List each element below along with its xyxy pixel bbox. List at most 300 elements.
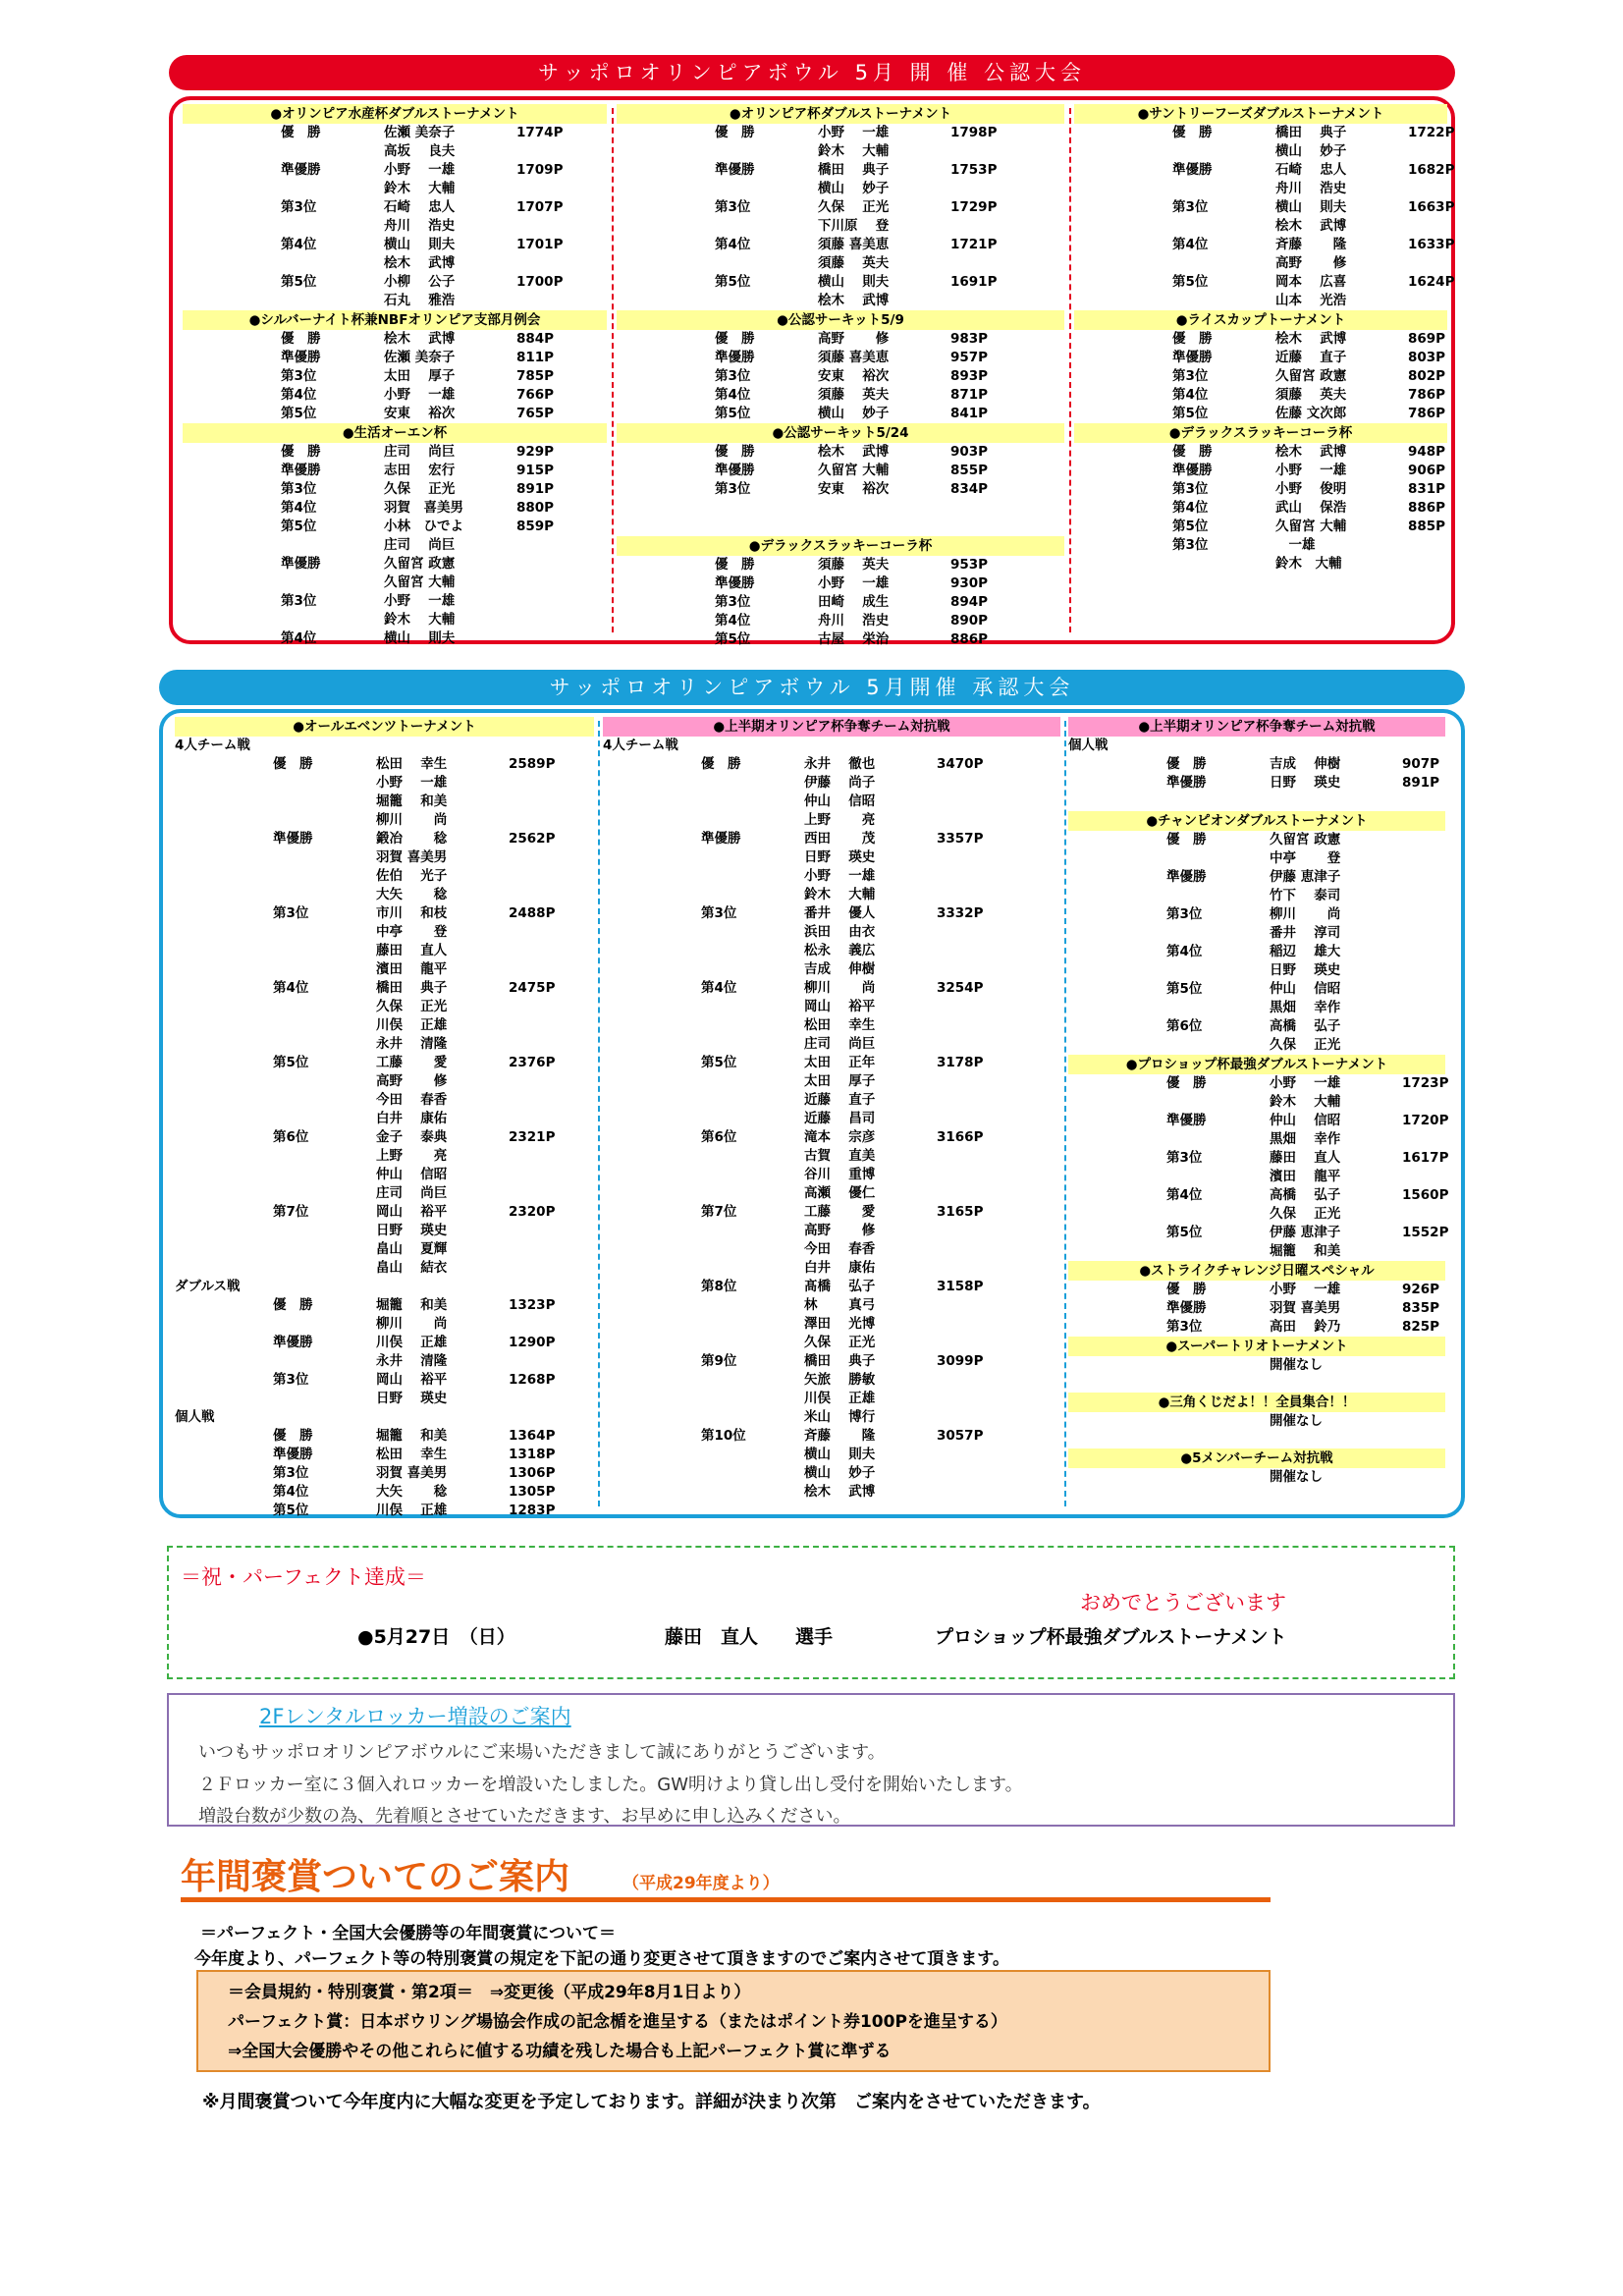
- result-row: [603, 1427, 1060, 1446]
- rank-cell: 準優勝: [273, 1335, 313, 1350]
- category-label: 個人戦: [1068, 738, 1109, 753]
- score-cell: 1774P: [516, 125, 564, 140]
- score-cell: 1364P: [509, 1428, 556, 1444]
- tournament-title: ●5メンバーチーム対抗戦: [1068, 1449, 1445, 1468]
- result-row: [603, 1315, 1060, 1334]
- score-cell: 1691P: [950, 274, 998, 290]
- result-row: [617, 612, 1064, 630]
- rank-cell: 第6位: [701, 1129, 737, 1145]
- name-cell: 川俣 正雄: [376, 1017, 448, 1033]
- result-row: [1068, 831, 1445, 849]
- name-cell: 羽賀 喜美男: [376, 1465, 448, 1481]
- rank-cell: 優 勝: [1172, 444, 1213, 460]
- score-cell: 3057P: [937, 1428, 984, 1444]
- result-row: [617, 630, 1064, 649]
- result-row: [603, 1278, 1060, 1296]
- tournament-title: ●生活オーエン杯: [183, 423, 607, 443]
- result-row: [1068, 999, 1445, 1017]
- name-cell: 安東 裕次: [818, 481, 890, 497]
- name-cell: 高野 修: [804, 1223, 876, 1238]
- rank-cell: 第3位: [715, 199, 751, 215]
- score-cell: 1305P: [509, 1484, 556, 1500]
- rank-cell: 第3位: [273, 905, 309, 921]
- score-cell: 926P: [1402, 1282, 1440, 1297]
- name-cell: 小野 一雄: [1270, 1282, 1341, 1297]
- result-row: [175, 1110, 594, 1128]
- result-row: [1074, 349, 1447, 367]
- name-cell: 大矢 稔: [376, 887, 448, 902]
- result-row: [175, 998, 594, 1016]
- result-row: [175, 1016, 594, 1035]
- result-row: [603, 1035, 1060, 1054]
- rank-cell: 第6位: [273, 1129, 309, 1145]
- result-row: [617, 198, 1064, 217]
- name-cell: 横山 妙子: [1275, 143, 1347, 159]
- name-cell: 桧木 武博: [1275, 331, 1347, 347]
- name-cell: 柳川 尚: [376, 1316, 448, 1332]
- result-row: [1068, 961, 1445, 980]
- score-cell: 2488P: [509, 905, 556, 921]
- result-row: [617, 330, 1064, 349]
- result-row: [617, 405, 1064, 423]
- score-cell: 766P: [516, 387, 555, 403]
- approved-results-box: [159, 709, 1465, 1518]
- result-row: [1068, 1281, 1445, 1299]
- category-label: ダブルス戦: [175, 1279, 241, 1294]
- name-cell: 高橋 弘子: [1270, 1187, 1341, 1203]
- name-cell: 畠山 結衣: [376, 1260, 448, 1276]
- result-row: [175, 1390, 594, 1408]
- result-row: [603, 942, 1060, 960]
- result-row: [603, 1072, 1060, 1091]
- name-cell: 畠山 夏輝: [376, 1241, 448, 1257]
- result-row: [183, 592, 607, 611]
- result-row: [183, 292, 607, 310]
- score-cell: 835P: [1402, 1300, 1440, 1316]
- result-row: [617, 556, 1064, 574]
- name-cell: 久保 正光: [804, 1335, 876, 1350]
- rank-cell: 優 勝: [701, 756, 741, 772]
- rank-cell: 第3位: [1166, 906, 1203, 922]
- rank-cell: 第4位: [273, 980, 309, 996]
- name-cell: 横山 妙子: [818, 406, 890, 421]
- name-cell: 鈴木 大輔: [384, 181, 456, 196]
- result-row: [175, 1054, 594, 1072]
- name-cell: 武山 保浩: [1275, 500, 1347, 516]
- tournament-section: [175, 1278, 594, 1408]
- rank-cell: 準優勝: [281, 463, 321, 478]
- score-cell: 2376P: [509, 1055, 556, 1070]
- rank-cell: 第5位: [281, 406, 317, 421]
- name-cell: 久保 正光: [818, 199, 890, 215]
- score-cell: 1701P: [516, 237, 564, 252]
- result-row: [175, 1502, 594, 1520]
- rank-cell: 優 勝: [715, 444, 755, 460]
- tournament-section: [617, 423, 1064, 499]
- name-cell: 今田 春香: [804, 1241, 876, 1257]
- result-row: [183, 480, 607, 499]
- name-cell: 松田 幸生: [804, 1017, 876, 1033]
- name-cell: 番井 優人: [804, 905, 876, 921]
- score-cell: 1552P: [1402, 1225, 1449, 1240]
- rank-cell: 第4位: [1172, 237, 1209, 252]
- result-row: [603, 1464, 1060, 1483]
- result-row: [617, 480, 1064, 499]
- name-cell: 柳川 尚: [376, 812, 448, 828]
- rank-cell: 準優勝: [273, 1447, 313, 1462]
- name-cell: 高坂 良夫: [384, 143, 456, 159]
- name-cell: 吉成 伸樹: [804, 961, 876, 977]
- score-cell: 890P: [950, 613, 989, 629]
- tournament-title: ●デラックスラッキーコーラ杯: [1074, 423, 1447, 443]
- name-cell: 桧木 武博: [384, 255, 456, 271]
- name-cell: 小野 一雄: [384, 593, 456, 609]
- score-cell: 1663P: [1408, 199, 1455, 215]
- name-cell: 岡本 広喜: [1275, 274, 1347, 290]
- name-cell: 桧木 武博: [1275, 444, 1347, 460]
- result-row: [175, 793, 594, 811]
- name-cell: 橋田 典子: [804, 1353, 876, 1369]
- name-cell: 小野 一雄: [818, 125, 890, 140]
- perfect-bowler: 藤田 直人 選手: [665, 1626, 834, 1648]
- score-cell: 1624P: [1408, 274, 1455, 290]
- name-cell: 橋田 典子: [376, 980, 448, 996]
- tournament-title: ●ストライクチャレンジ日曜スペシャル: [1068, 1261, 1445, 1281]
- result-row: [1068, 755, 1445, 774]
- result-row: [1074, 254, 1447, 273]
- name-cell: 岡山 裕平: [804, 999, 876, 1014]
- name-cell: 舟川 浩史: [384, 218, 456, 234]
- name-cell: 石崎 忠人: [1275, 162, 1347, 178]
- rank-cell: 優 勝: [1166, 756, 1207, 772]
- name-cell: 舟川 浩史: [818, 613, 890, 629]
- name-cell: 横山 妙子: [804, 1465, 876, 1481]
- result-row: [1068, 868, 1445, 887]
- rank-cell: 第3位: [1166, 1150, 1203, 1166]
- score-cell: 957P: [950, 350, 989, 365]
- tournament-title: ●オリンピア水産杯ダブルストーナメント: [183, 104, 607, 124]
- result-row: [1068, 1168, 1445, 1186]
- name-cell: 小柳 公子: [384, 274, 456, 290]
- result-row: [1068, 1036, 1445, 1055]
- rank-cell: 優 勝: [273, 756, 313, 772]
- name-cell: 藤田 直人: [1270, 1150, 1341, 1166]
- tournament-section: [183, 104, 607, 310]
- name-cell: 鈴木 大輔: [1270, 1094, 1341, 1110]
- name-cell: 高田 鈴乃: [1270, 1319, 1341, 1335]
- name-cell: 小野 一雄: [804, 868, 876, 884]
- name-cell: 古賀 直美: [804, 1148, 876, 1164]
- name-cell: 松田 幸生: [376, 1447, 448, 1462]
- score-cell: 891P: [516, 481, 555, 497]
- result-row: [603, 1054, 1060, 1072]
- score-cell: 855P: [950, 463, 989, 478]
- rank-cell: 優 勝: [1166, 1075, 1207, 1091]
- result-row: [603, 1203, 1060, 1222]
- name-cell: 日野 瑛史: [1270, 962, 1341, 978]
- result-row: [1068, 1299, 1445, 1318]
- tournament-section: [617, 104, 1064, 310]
- result-row: [1068, 1412, 1445, 1431]
- rank-cell: 準優勝: [281, 556, 321, 572]
- result-row: [175, 979, 594, 998]
- rank-cell: 優 勝: [281, 331, 321, 347]
- score-cell: 841P: [950, 406, 989, 421]
- result-row: [1074, 499, 1447, 518]
- name-cell: 日野 瑛史: [804, 849, 876, 865]
- tournament-title: ●オールエベンツトーナメント: [175, 717, 594, 737]
- approved-column-2: [603, 717, 1060, 1514]
- result-row: [617, 349, 1064, 367]
- name-cell: 羽賀 喜美男: [384, 500, 463, 516]
- score-cell: 906P: [1408, 463, 1446, 478]
- result-row: [183, 499, 607, 518]
- locker-title: 2Fレンタルロッカー増設のご案内: [259, 1705, 571, 1728]
- score-cell: 886P: [950, 631, 989, 647]
- score-cell: 3166P: [937, 1129, 984, 1145]
- tournament-section: [603, 717, 1060, 1502]
- name-cell: 佐瀬 美奈子: [384, 125, 456, 140]
- rank-cell: 準優勝: [1166, 775, 1207, 791]
- result-row: [183, 236, 607, 254]
- result-row: [617, 180, 1064, 198]
- result-row: [175, 1464, 594, 1483]
- award-title: 年間褒賞ついてのご案内: [181, 1857, 570, 1897]
- score-cell: 953P: [950, 557, 989, 573]
- result-row: [603, 830, 1060, 848]
- name-cell: 横山 則夫: [804, 1447, 876, 1462]
- name-cell: 小野 一雄: [1270, 1075, 1341, 1091]
- result-row: [1074, 405, 1447, 423]
- result-row: [183, 611, 607, 629]
- result-row: [603, 1483, 1060, 1502]
- name-cell: 柳川 尚: [804, 980, 876, 996]
- result-row: [175, 1035, 594, 1054]
- rank-cell: 準優勝: [715, 350, 755, 365]
- rank-cell: 第4位: [1166, 944, 1203, 959]
- result-row: [603, 1390, 1060, 1408]
- tournament-section: [1074, 423, 1447, 574]
- name-cell: 横山 則夫: [384, 237, 456, 252]
- rank-cell: 第4位: [701, 980, 737, 996]
- result-row: [603, 1259, 1060, 1278]
- score-cell: 1682P: [1408, 162, 1455, 178]
- name-cell: 高瀬 優仁: [804, 1185, 876, 1201]
- rank-cell: 準優勝: [1166, 869, 1207, 885]
- rank-cell: 準優勝: [715, 575, 755, 591]
- tournament-title: ●公認サーキット5/24: [617, 423, 1064, 443]
- name-cell: 日野 瑛史: [376, 1391, 448, 1406]
- rank-cell: 第5位: [281, 274, 317, 290]
- name-cell: 岡山 裕平: [376, 1204, 448, 1220]
- rank-cell: 準優勝: [281, 350, 321, 365]
- name-cell: 今田 春香: [376, 1092, 448, 1108]
- rank-cell: 優 勝: [273, 1297, 313, 1313]
- result-row: [1068, 1356, 1445, 1375]
- score-cell: 903P: [950, 444, 989, 460]
- result-row: [617, 254, 1064, 273]
- name-cell: 須藤 英夫: [1275, 387, 1347, 403]
- result-row: [183, 574, 607, 592]
- perfect-event: プロショップ杯最強ダブルストーナメント: [935, 1626, 1287, 1648]
- score-cell: 2320P: [509, 1204, 556, 1220]
- result-row: [1074, 555, 1447, 574]
- name-cell: 永井 清隆: [376, 1353, 448, 1369]
- name-cell: 堀籠 和美: [376, 1297, 448, 1313]
- result-row: [603, 1296, 1060, 1315]
- result-row: [1074, 386, 1447, 405]
- score-cell: 929P: [516, 444, 555, 460]
- name-cell: 西田 茂: [804, 831, 876, 847]
- rank-cell: 第5位: [1166, 1225, 1203, 1240]
- score-cell: 1723P: [1402, 1075, 1449, 1091]
- rank-cell: 第7位: [273, 1204, 309, 1220]
- name-cell: 高野 修: [376, 1073, 448, 1089]
- rank-cell: 第3位: [281, 199, 317, 215]
- rank-cell: 第3位: [281, 368, 317, 384]
- rank-cell: 第5位: [1172, 274, 1209, 290]
- rank-cell: 第5位: [715, 274, 751, 290]
- rank-cell: 優 勝: [1172, 125, 1213, 140]
- result-row: [603, 811, 1060, 830]
- name-cell: 庄司 尚巨: [804, 1036, 876, 1052]
- result-row: [183, 536, 607, 555]
- result-row: [603, 1446, 1060, 1464]
- name-cell: 斉藤 隆: [1275, 237, 1347, 252]
- name-cell: 下川原 登: [818, 218, 890, 234]
- rank-cell: 優 勝: [273, 1428, 313, 1444]
- result-row: [1068, 1093, 1445, 1112]
- result-row: [175, 811, 594, 830]
- name-cell: 須藤 英夫: [818, 387, 890, 403]
- tournament-section: [1068, 1337, 1445, 1375]
- tournament-section: [183, 423, 607, 648]
- name-cell: 番井 淳司: [1270, 925, 1341, 941]
- name-cell: 伊藤 恵津子: [1270, 1225, 1341, 1240]
- category-label: 個人戦: [175, 1409, 215, 1425]
- name-cell: 羽賀 喜美男: [376, 849, 448, 865]
- tournament-title: ●スーパートリオトーナメント: [1068, 1337, 1445, 1356]
- name-cell: 石崎 忠人: [384, 199, 456, 215]
- rank-cell: 準優勝: [1172, 463, 1213, 478]
- result-row: [175, 1222, 594, 1240]
- result-row: [603, 793, 1060, 811]
- award-rule-line: パーフェクト賞：日本ボウリング場協会作成の記念楯を進呈する（またはポイント券100Pを進呈する）: [228, 2012, 1007, 2032]
- score-cell: 1707P: [516, 199, 564, 215]
- name-cell: 矢旅 勝敏: [804, 1372, 876, 1388]
- result-row: [1074, 330, 1447, 349]
- score-cell: 884P: [516, 331, 555, 347]
- result-row: [1068, 1186, 1449, 1205]
- tournament-title: ●プロショップ杯最強ダブルストーナメント: [1068, 1055, 1445, 1074]
- score-cell: 786P: [1408, 387, 1446, 403]
- result-row: [1074, 273, 1455, 292]
- name-cell: 林 真弓: [804, 1297, 876, 1313]
- name-cell: 小林 ひでよ: [384, 519, 463, 534]
- result-row: [1068, 774, 1445, 793]
- name-cell: 山本 光浩: [1275, 293, 1347, 308]
- name-cell: 日野 瑛史: [376, 1223, 448, 1238]
- name-cell: 髙橋 弘子: [804, 1279, 876, 1294]
- result-row: [603, 960, 1060, 979]
- rank-cell: 第5位: [1166, 981, 1203, 997]
- result-row: [183, 180, 607, 198]
- score-cell: 3165P: [937, 1204, 984, 1220]
- name-cell: 庄司 尚巨: [376, 1185, 448, 1201]
- column-divider: [598, 721, 600, 1506]
- award-underline: [181, 1897, 1271, 1902]
- name-cell: 佐瀬 美奈子: [384, 350, 456, 365]
- result-row: [1074, 161, 1455, 180]
- name-cell: 橋田 典子: [818, 162, 890, 178]
- name-cell: 鈴木 大輔: [818, 143, 890, 159]
- result-row: [603, 1016, 1060, 1035]
- rank-cell: 優 勝: [1166, 1282, 1207, 1297]
- score-cell: 885P: [1408, 519, 1446, 534]
- name-cell: 高野 修: [1275, 255, 1347, 271]
- name-cell: 大矢 稔: [376, 1484, 448, 1500]
- name-cell: 金子 泰典: [376, 1129, 448, 1145]
- result-row: [175, 830, 594, 848]
- rank-cell: 準優勝: [1172, 162, 1213, 178]
- score-cell: 930P: [950, 575, 989, 591]
- result-row: [183, 386, 607, 405]
- name-cell: 日野 瑛史: [1270, 775, 1341, 791]
- score-cell: 915P: [516, 463, 555, 478]
- result-row: [175, 1166, 594, 1184]
- score-cell: 1268P: [509, 1372, 556, 1388]
- result-row: [1074, 180, 1447, 198]
- result-row: [1068, 1468, 1445, 1487]
- score-cell: 1633P: [1408, 237, 1455, 252]
- result-row: [1074, 217, 1447, 236]
- result-row: [603, 904, 1060, 923]
- result-row: [1074, 292, 1447, 310]
- rank-cell: 第5位: [701, 1055, 737, 1070]
- tournament-title: ●チャンピオンダブルストーナメント: [1068, 811, 1445, 831]
- name-cell: 桧木 武博: [804, 1484, 876, 1500]
- result-row: [175, 1072, 594, 1091]
- name-cell: 桧木 武博: [384, 331, 456, 347]
- rank-cell: 第5位: [273, 1503, 309, 1518]
- score-cell: 1617P: [1402, 1150, 1449, 1166]
- tournament-section: [1074, 310, 1447, 423]
- result-row: [1068, 1224, 1449, 1242]
- rank-cell: 優 勝: [281, 125, 321, 140]
- name-cell: 高野 修: [818, 331, 890, 347]
- name-cell: 松永 義広: [804, 943, 876, 958]
- score-cell: 891P: [1402, 775, 1440, 791]
- name-cell: 竹下 泰司: [1270, 888, 1341, 903]
- name-cell: 庄司 尚巨: [384, 537, 456, 553]
- name-cell: 久保 正光: [1270, 1206, 1341, 1222]
- approved-title: サッポロオリンピアボウル 5月開催 承認大会: [549, 676, 1075, 699]
- award-footer: ※月間褒賞ついて今年度内に大幅な変更を予定しております。詳細が決まり次第 ご案内をさせていただきます。: [202, 2092, 1101, 2112]
- rank-cell: 準優勝: [1172, 350, 1213, 365]
- result-row: [1074, 198, 1455, 217]
- result-row: [183, 273, 607, 292]
- result-row: [603, 1222, 1060, 1240]
- rank-cell: 優 勝: [1172, 331, 1213, 347]
- official-column-2: [617, 104, 1064, 647]
- score-cell: 811P: [516, 350, 555, 365]
- name-cell: 斉藤 隆: [804, 1428, 876, 1444]
- result-row: [603, 1371, 1060, 1390]
- name-cell: 仲山 信昭: [376, 1167, 448, 1182]
- name-cell: 永井 清隆: [376, 1036, 448, 1052]
- result-row: [1074, 536, 1447, 555]
- name-cell: 稲辺 雄大: [1270, 944, 1341, 959]
